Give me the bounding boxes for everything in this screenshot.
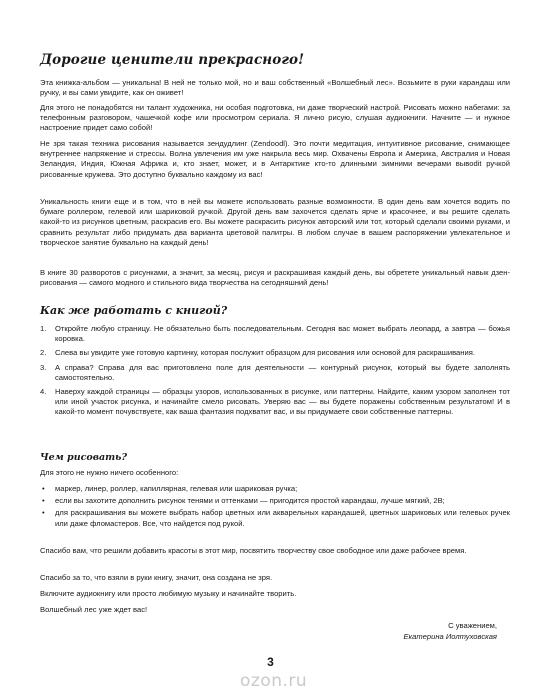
section-heading-draw: Чем рисовать? xyxy=(40,452,128,463)
intro-paragraph-4: Уникальность книги еще и в том, что в ней вы можете использовать разные возможности. В один день вам хочется водить по бумаге роллером, гелевой или шариковой ручкой. Другой день вам захочется сделать ярче и красочнее, и вы решите сделать какой-то из рисунков цветным, раскрасив его. Вы можете раскрасить рисунок авторский или тот, который сделали своими руками, и сравнить результат либо придумать два варианта цветовой палитры. В любом случае в вашем распоряжении увлекательное и творческое занятие буквально на каждый день! xyxy=(40,197,510,247)
list-item-number: 1. xyxy=(40,324,47,333)
page-title: Дорогие ценители прекрасного! xyxy=(40,52,305,68)
list-item-text: для раскрашивания вы можете выбрать набор цветных или акварельных карандашей, цветных шариковых или гелевых ручек или даже фломастеров. Все, что найдется под рукой. xyxy=(55,508,510,528)
closing-paragraph-3: Включите аудиокнигу или просто любимую музыку и начинайте творить. xyxy=(40,589,297,598)
page-number: 3 xyxy=(267,655,274,669)
list-item-text: Откройте любую страницу. Не обязательно быть последовательным. Сегодня вас может выбрать леопард, а завтра — божья коровка. xyxy=(55,324,510,344)
list-item-number: 2. xyxy=(40,348,47,358)
closing-paragraph-4: Волшебный лес уже ждет вас! xyxy=(40,605,148,614)
list-item xyxy=(40,508,510,528)
draw-tools-list xyxy=(40,484,510,531)
list-item xyxy=(40,324,510,344)
list-item xyxy=(40,363,510,383)
work-steps-list xyxy=(40,324,510,422)
list-item xyxy=(40,348,510,358)
bullet-icon: • xyxy=(42,508,45,518)
intro-paragraph-2: Для этого не понадобятся ни талант художника, ни особая подготовка, ни даже творческий настрой. Рисовать можно набегами: за телефонным разговором, чашечкой кофе или просмотром сериала. Я лично рисую, слушая аудиокниги. Начните — и нужное настроение придет само собой! xyxy=(40,103,510,133)
list-item xyxy=(40,496,510,506)
intro-paragraph-5: В книге 30 разворотов с рисунками, а значит, за месяц, рисуя и раскрашивая каждый день, вы обретете уникальный навык дзен-рисования — самого модного и стильного вида творчества на сегодняшний день! xyxy=(40,268,510,288)
section-heading-work: Как же работать с книгой? xyxy=(40,304,228,317)
closing-paragraph-1: Спасибо вам, что решили добавить красоты в этот мир, посвятить творчеству свое свободное или даже рабочее время. xyxy=(40,546,467,555)
list-item-text: Слева вы увидите уже готовую картинку, которая послужит образцом для рисования или основой для раскрашивания. xyxy=(55,348,475,358)
intro-paragraph-3: Не зря такая техника рисования называется зендудлинг (Zendoodl). Это почти медитация, интуитивное рисование, снимающее внутреннее напряжение и стрессы. Волна увлечения им уже накрыла весь мир. Охвачены Европа и Америка, Австралия и Новая Зеландия, Индия, Южная Африка и, кто знает, может, и в Антарктике кто-то длинными зимними вечерами вывodit ручкой рисованные кружева. Это доступно буквально каждому из вас! xyxy=(40,139,510,179)
bullet-icon: • xyxy=(42,496,45,506)
closing-paragraph-2: Спасибо за то, что взяли в руки книгу, значит, она создана не зря. xyxy=(40,573,273,582)
signature-regards: С уважением, xyxy=(448,621,497,630)
bullet-icon: • xyxy=(42,484,45,493)
list-item xyxy=(40,484,510,494)
list-item-number: 4. xyxy=(40,387,47,397)
draw-lead-text: Для этого не нужно ничего особенного: xyxy=(40,468,179,477)
list-item xyxy=(40,387,510,418)
list-item-text: маркер, линер, роллер, капиллярная, гелевая или шариковая ручка; xyxy=(55,484,298,493)
signature-block xyxy=(403,620,497,642)
list-item-number: 3. xyxy=(40,362,47,372)
signature-author: Екатерина Иолтуховская xyxy=(403,632,497,641)
watermark: ozon.ru xyxy=(240,671,308,691)
list-item-text: если вы захотите дополнить рисунок тенями и оттенками — пригодится простой карандаш, лучше мягкий, 2В; xyxy=(55,496,445,506)
intro-paragraph-1: Эта книжка-альбом — уникальна! В ней не только мой, но и ваш собственный «Волшебный лес». Возьмите в руки карандаш или ручку, и вы сами увидите, как он оживет! xyxy=(40,78,510,98)
list-item-text: Наверху каждой страницы — образцы узоров, использованных в рисунке, или паттерны. Найдите, каким узором заполнен тот или иной участок рисунка, и начинайте смело рисовать. Уверяю вас — вы будете поражены собственным результатом! И в какой-то момент почувствуете, как ваша фантазия подхватит вас, и вы придумаете свои собственные паттерны. xyxy=(55,387,510,417)
list-item-text: А справа? Справа для вас приготовлено поле для деятельности — контурный рисунок, который вы будете заполнять самостоятельно. xyxy=(55,362,510,382)
